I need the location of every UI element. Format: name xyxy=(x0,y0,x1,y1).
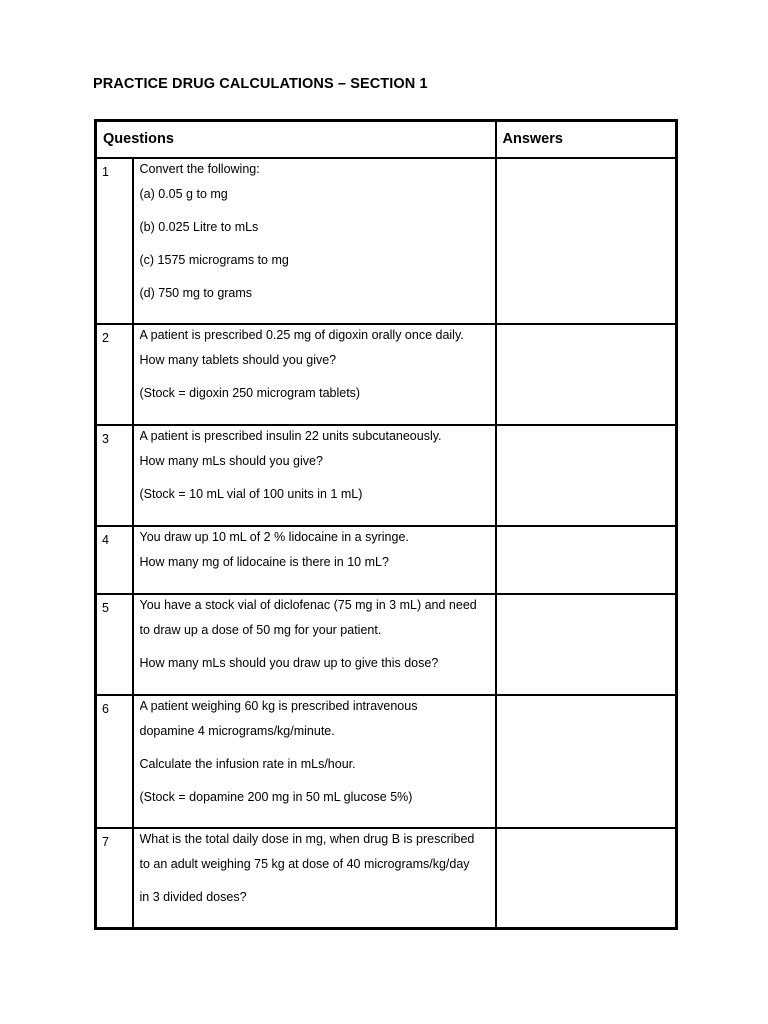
question-number: 6 xyxy=(96,695,133,828)
answer-cell[interactable] xyxy=(496,425,677,526)
question-line: (d) 750 mg to grams xyxy=(139,285,253,300)
question-line: A patient is prescribed insulin 22 units subcutaneously. xyxy=(139,428,442,443)
questions-table xyxy=(94,119,678,930)
question-number: 4 xyxy=(96,526,133,594)
question-line: How many mg of lidocaine is there in 10 mL? xyxy=(139,554,389,569)
question-text-cell xyxy=(133,695,496,828)
question-line: How many mLs should you draw up to give this dose? xyxy=(139,655,439,670)
table-body xyxy=(96,158,677,929)
question-line: You draw up 10 mL of 2 % lidocaine in a syringe. xyxy=(139,529,409,544)
answer-cell[interactable] xyxy=(496,695,677,828)
question-line: (Stock = dopamine 200 mg in 50 mL glucose 5%) xyxy=(139,789,413,804)
question-line: (Stock = digoxin 250 microgram tablets) xyxy=(139,385,361,400)
question-number: 7 xyxy=(96,828,133,929)
question-line: (c) 1575 micrograms to mg xyxy=(139,252,289,267)
question-line: You have a stock vial of diclofenac (75 mg in 3 mL) and need xyxy=(139,597,477,612)
question-line: (b) 0.025 Litre to mLs xyxy=(139,219,259,234)
question-number: 3 xyxy=(96,425,133,526)
question-number: 2 xyxy=(96,324,133,425)
question-line: to draw up a dose of 50 mg for your patient. xyxy=(139,622,382,637)
answer-cell[interactable] xyxy=(496,594,677,695)
question-line: Calculate the infusion rate in mLs/hour. xyxy=(139,756,356,771)
table-row xyxy=(96,594,677,695)
question-line: What is the total daily dose in mg, when drug B is prescribed xyxy=(139,831,475,846)
questions-header: Questions xyxy=(96,121,496,158)
question-line: How many mLs should you give? xyxy=(139,453,323,468)
question-line: to an adult weighing 75 kg at dose of 40 micrograms/kg/day xyxy=(139,856,470,871)
question-line: (Stock = 10 mL vial of 100 units in 1 mL) xyxy=(139,486,363,501)
table-header-row xyxy=(96,121,677,158)
question-line: A patient weighing 60 kg is prescribed intravenous xyxy=(139,698,418,713)
answer-cell[interactable] xyxy=(496,526,677,594)
table-row xyxy=(96,526,677,594)
question-number: 5 xyxy=(96,594,133,695)
question-text-cell xyxy=(133,425,496,526)
question-line: A patient is prescribed 0.25 mg of digoxin orally once daily. xyxy=(139,327,464,342)
table-row xyxy=(96,425,677,526)
answer-cell[interactable] xyxy=(496,324,677,425)
question-text-cell xyxy=(133,324,496,425)
question-text-cell xyxy=(133,526,496,594)
question-number: 1 xyxy=(96,158,133,324)
table-row xyxy=(96,158,677,324)
question-line: (a) 0.05 g to mg xyxy=(139,186,228,201)
question-line: Convert the following: xyxy=(139,161,260,176)
question-line: in 3 divided doses? xyxy=(139,889,247,904)
table-row xyxy=(96,828,677,929)
page-title: PRACTICE DRUG CALCULATIONS – SECTION 1 xyxy=(93,76,428,92)
answers-header: Answers xyxy=(496,121,677,158)
question-text-cell xyxy=(133,828,496,929)
table-row xyxy=(96,324,677,425)
answer-cell[interactable] xyxy=(496,158,677,324)
question-text-cell xyxy=(133,594,496,695)
question-line: dopamine 4 micrograms/kg/minute. xyxy=(139,723,335,738)
answer-cell[interactable] xyxy=(496,828,677,929)
question-line: How many tablets should you give? xyxy=(139,352,337,367)
question-text-cell xyxy=(133,158,496,324)
table-row xyxy=(96,695,677,828)
